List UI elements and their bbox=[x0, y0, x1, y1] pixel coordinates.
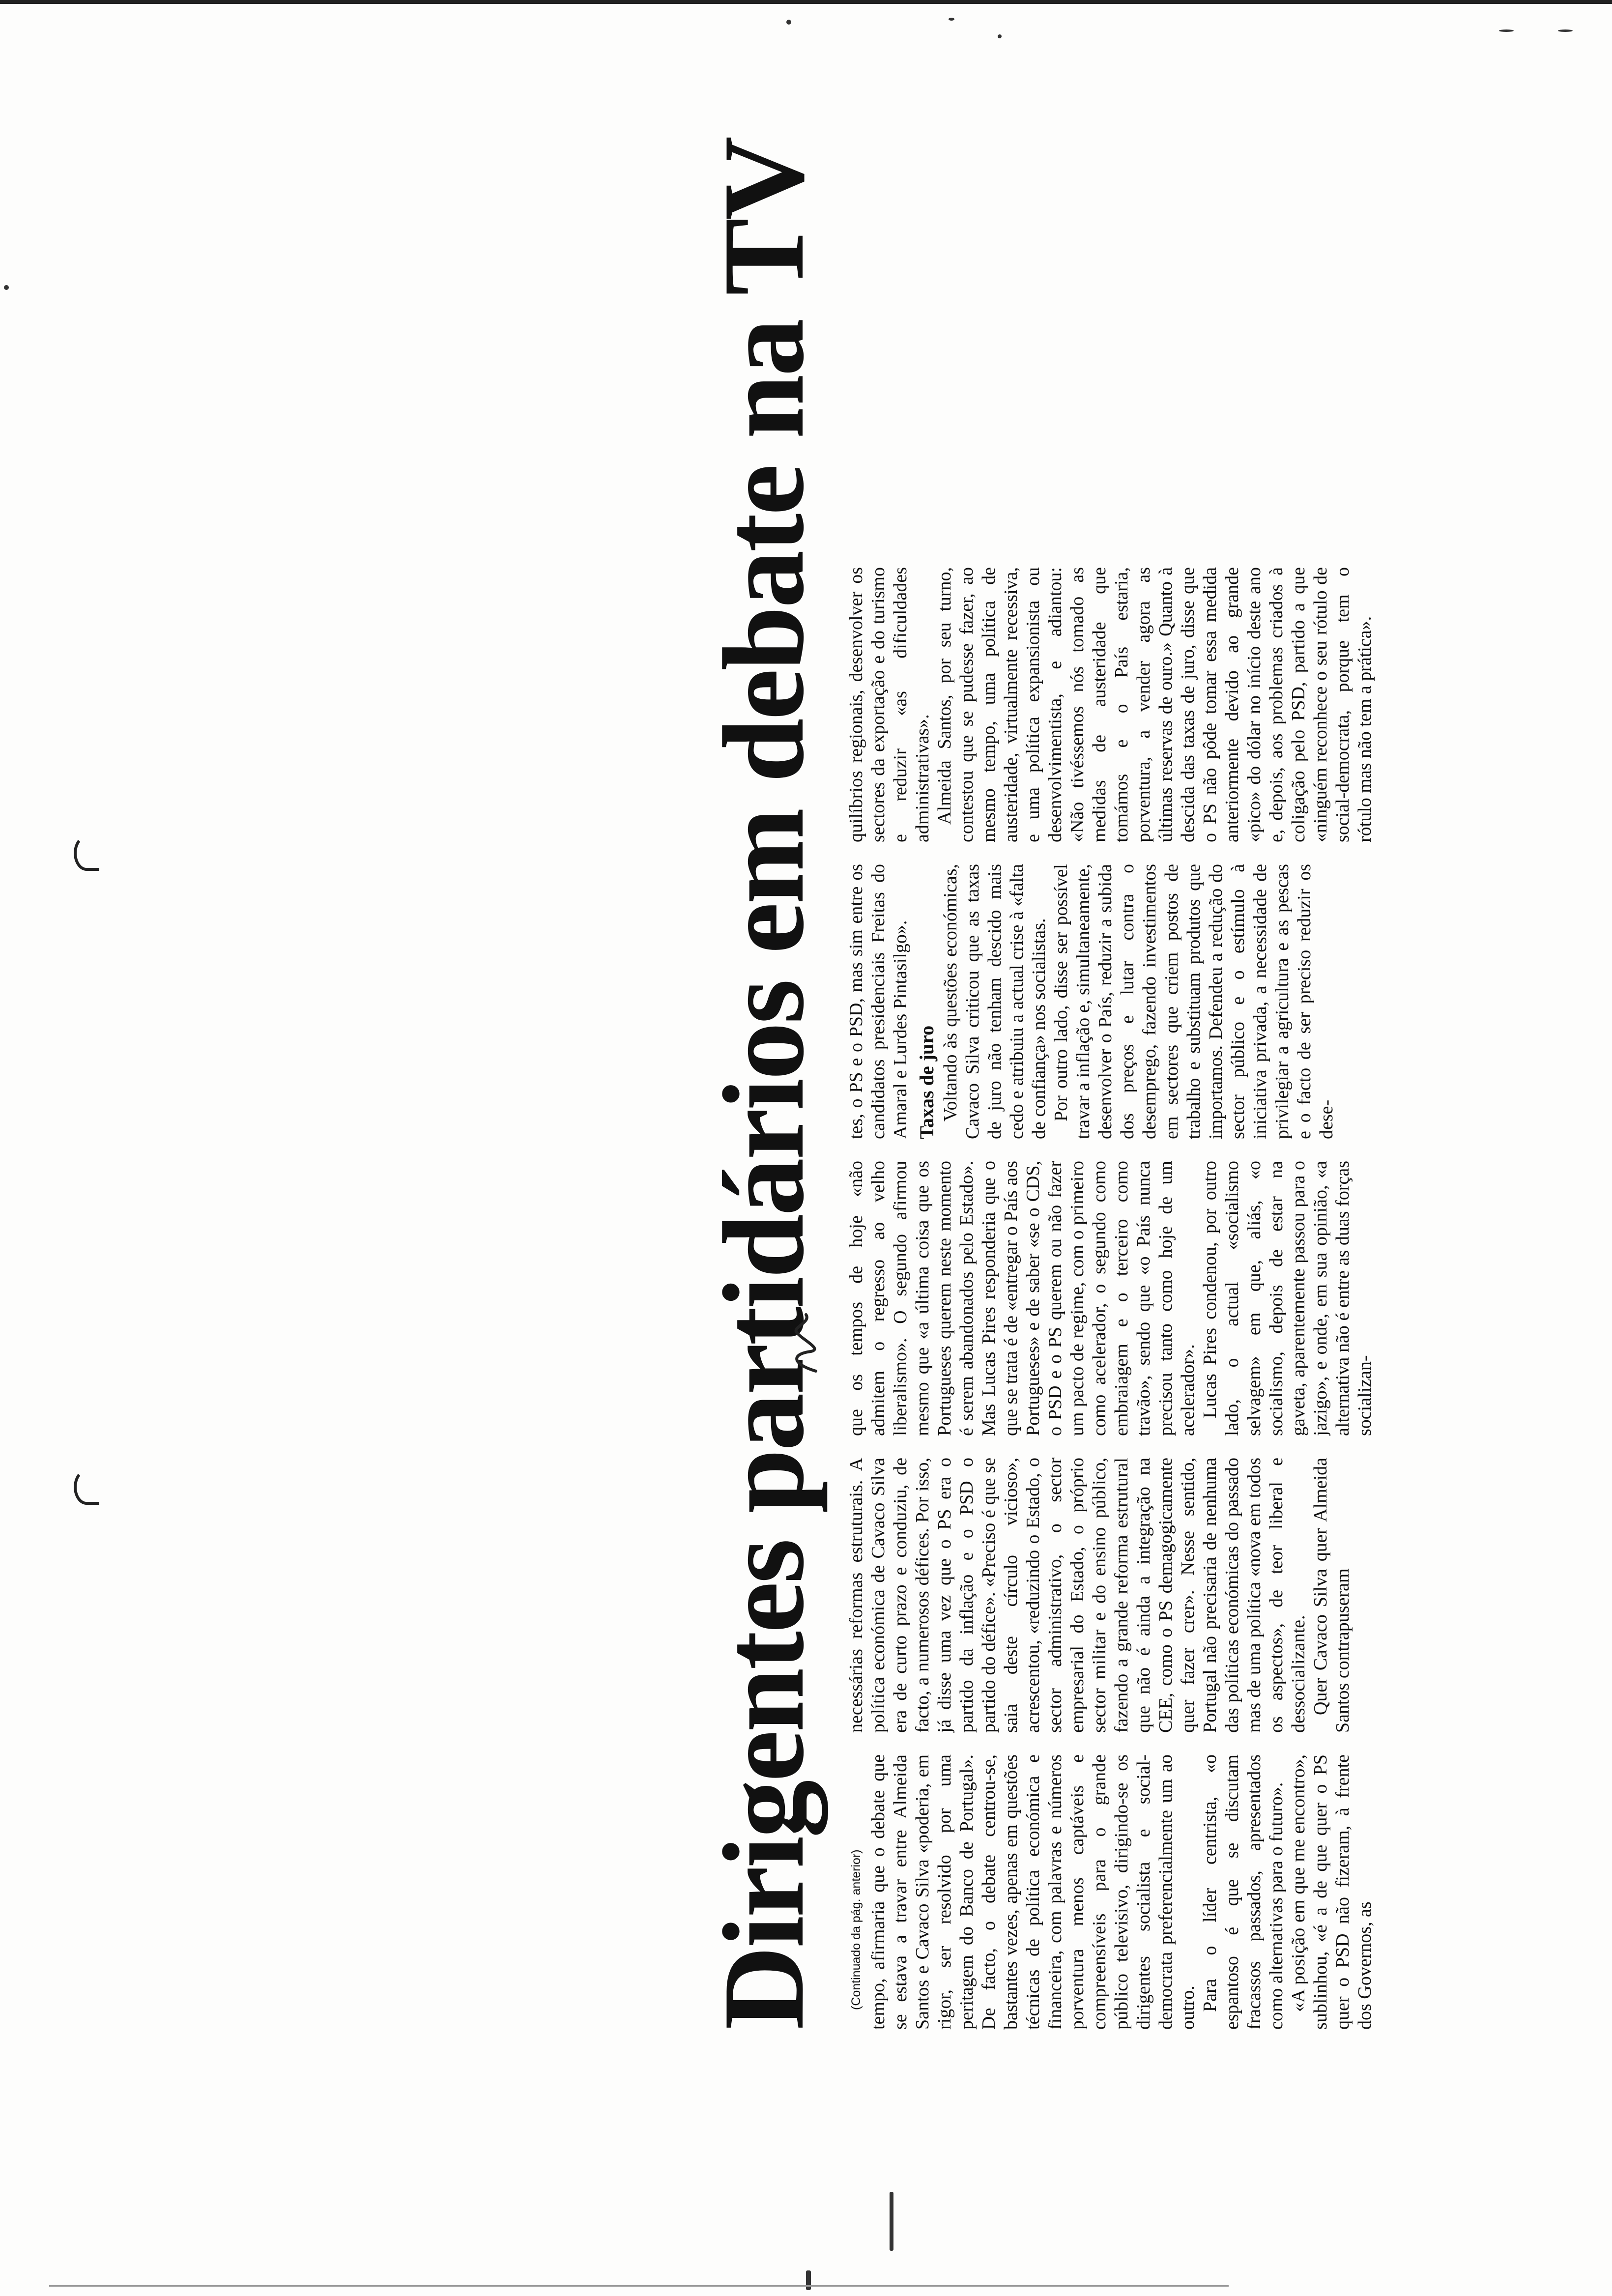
paragraph: tes, o PS e o PSD, mas sim entre os candidatos presidenciais Freitas do Amaral e Lurdes Pintasilgo». bbox=[846, 864, 911, 1139]
scan-speck bbox=[4, 285, 9, 290]
scan-speck bbox=[786, 20, 791, 25]
scan-speck bbox=[1499, 29, 1514, 32]
scan-speck bbox=[890, 2192, 893, 2251]
paragraph: necessárias reformas estruturais. A política económica de Cavaco Silva era de curto prazo e conduziu, de facto, a numerosos défices. Por isso, já disse uma vez que o PS era o partido da inflação e o PSD o partido do défice». «Preciso é que se saia deste círculo vicioso», acrescentou, «reduzindo o Estado, o sector administrativo, o sector empresarial do Estado, o próprio sector militar e do ensino público, fazendo a grande reforma estrutural que não é ainda a integração na CEE, como o PS demagogicamente quer fazer crer». Nesse sentido, Portugal não precisaria de nenhuma das políticas económicas do passado mas de uma política «nova em todos os aspectos», de teor liberal e dessocializante. bbox=[846, 1458, 1309, 1733]
scan-top-edge bbox=[0, 0, 1612, 4]
scan-speck bbox=[1558, 29, 1573, 32]
handwritten-scribble bbox=[781, 1302, 826, 1376]
paragraph: tempo, afirmaria que o debate que se estava a travar entre Almeida Santos e Cavaco Silva «poderia, em rigor, ser resolvido por uma peritagem do Banco de Portugal». De facto, o debate centrou-se, bastantes vezes, apenas em questões técnicas de política económica e financeira, com palavras e números porventura menos captáveis e compreensíveis para o grande público televisivo, dirigindo-se os dirigentes socialista e social-democrata preferencialmente um ao outro. bbox=[868, 1754, 1198, 2030]
article-column-5 bbox=[845, 567, 1391, 842]
article-headline: Dirigentes partidários em debate na TV bbox=[700, 138, 828, 2030]
paragraph: Quer Cavaco Silva quer Almeida Santos contrapuseram bbox=[1310, 1458, 1353, 1733]
paragraph: Voltando às questões económicas, Cavaco Silva criticou que as taxas de juro não tenham descido mais cedo e atribuiu a actual crise à «falta de confiança» nos socialistas. bbox=[940, 864, 1049, 1139]
paragraph: Para o líder centrista, «o espantoso é que se discutam fracassos passados, apresentados como alternativas para o futuro». bbox=[1200, 1754, 1287, 2030]
article-column-2 bbox=[845, 1458, 1391, 1733]
subheading: Taxas de juro bbox=[916, 1025, 938, 1139]
newspaper-article bbox=[700, 138, 1396, 2030]
paragraph: «A posição em que me encontro», sublinhou, «é a de que quer o PS quer o PSD não fizeram, à frente dos Governos, as bbox=[1288, 1754, 1375, 2030]
paragraph: quilíbrios regionais, desenvolver os sectores da exportação e do turismo e reduzir «as dificuldades administrativas». bbox=[846, 567, 933, 842]
binder-hole-mark bbox=[74, 835, 99, 871]
article-columns bbox=[845, 265, 1391, 2030]
paragraph: Lucas Pires condenou, por outro lado, o actual «socialismo selvagem» em que, aliás, «o socialismo, depois de estar na gaveta, aparentemente passou para o jazigo», e onde, em sua opinião, «a alternativa não é entre as duas forças socializan- bbox=[1200, 1161, 1375, 1436]
scan-speck bbox=[998, 34, 1002, 38]
scan-speck bbox=[49, 2285, 1229, 2287]
paragraph: que os tempos de hoje «não admitem o regresso ao velho liberalismo». O segundo afirmou mesmo que «a última coisa que os Portugueses querem neste momento é serem abandonados pelo Estado». Mas Lucas Pires responderia que o que se trata é de «entregar o País aos Portugueses» e de saber «se o CDS, o PSD e o PS querem ou não fazer um pacto de regime, com o primeiro como acelerador, o segundo como embraiagem e o terceiro como travão», sendo que «o País nunca precisou tanto como hoje de um acelerador». bbox=[846, 1161, 1198, 1436]
article-column-1 bbox=[845, 1754, 1391, 2030]
paragraph: Por outro lado, disse ser possível travar a inflação e, simultaneamente, desenvolver o País, reduzir a subida dos preços e lutar contra o desemprego, fazendo investimentos em sectores que criem postos de trabalho e substituam produtos que importamos. Defendeu a redução do sector público e o estímulo à iniciativa privada, a necessidade de privilegiar a agricultura e as pescas e o facto de ser preciso reduzir os dese- bbox=[1051, 864, 1337, 1139]
article-column-4 bbox=[845, 864, 1391, 1139]
scan-speck bbox=[949, 18, 954, 21]
scan-speck bbox=[806, 2270, 811, 2290]
continuation-credit: (Continuado da pág. anterior) bbox=[849, 1849, 863, 2010]
paragraph: Almeida Santos, por seu turno, contestou que se pudesse fazer, ao mesmo tempo, uma política de austeridade, virtualmente recessiva, e uma política expansionista ou desenvolvimentista, e adiantou: «Não tivéssemos nós tomado as medidas de austeridade que tomámos e o País estaria, porventura, a vender agora as últimas reservas de ouro.» Quanto à descida das taxas de juro, disse que o PS não pôde tomar essa medida anteriormente devido ao grande «pico» do dólar no início deste ano e, depois, aos problemas criados à coligação pelo PSD, partido a que «ninguém reconhece o seu rótulo de social-democrata, porque tem o rótulo mas não tem a prática». bbox=[934, 567, 1375, 842]
article-column-3 bbox=[845, 1161, 1391, 1436]
binder-hole-mark bbox=[74, 1469, 99, 1505]
